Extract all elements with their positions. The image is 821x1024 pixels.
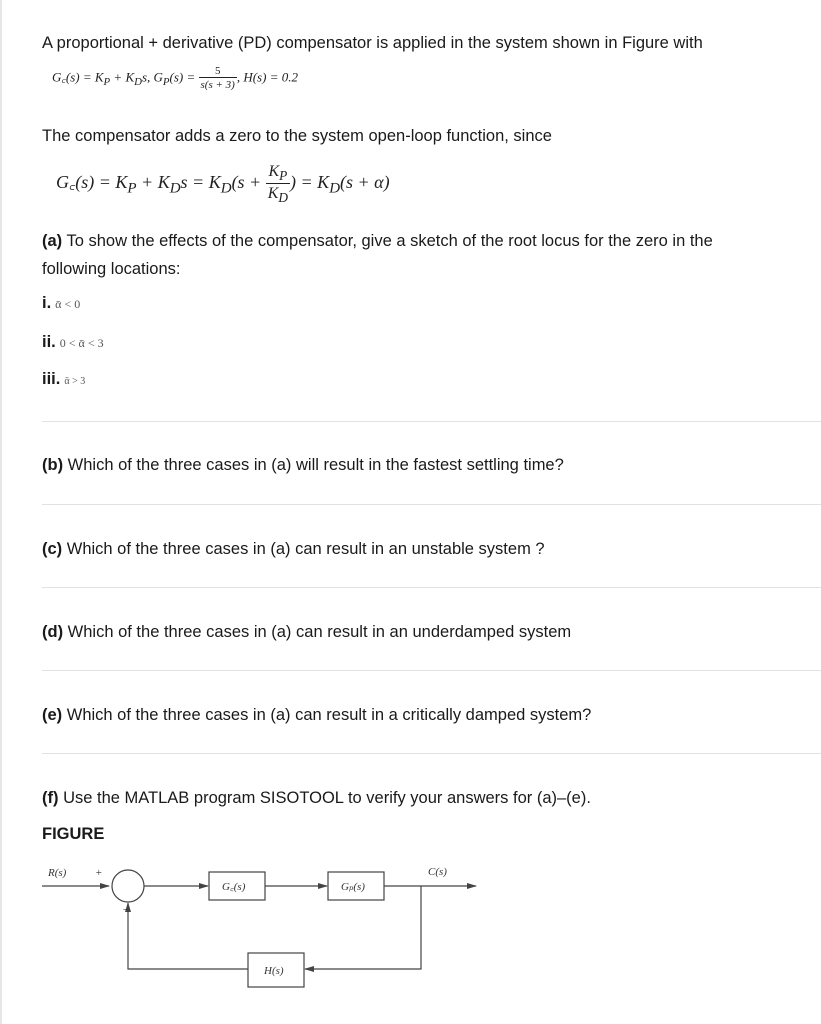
statement-text: The compensator adds a zero to the system open-loop function, since	[42, 127, 552, 145]
part-e-question: (e) Which of the three cases in (a) can result in a critically damped system?	[42, 706, 592, 724]
part-d-question: (d) Which of the three cases in (a) can result in an underdamped system	[42, 623, 572, 641]
option-ii: ii. 0 < ᾱ < 3	[42, 333, 104, 351]
summing-junction	[112, 870, 144, 902]
intro-text: A proportional + derivative (PD) compensator is applied in the system shown in Figure with	[42, 34, 703, 52]
equation-plant: G꜀(s) = $K_P + K_Ds$, $G_P(s)$ = $\frac{5}{s(s + 3)}$ , H(s) = 0.2	[52, 65, 298, 91]
part-a-question-cont: following locations:	[42, 260, 181, 278]
part-a-question: (a) To show the effects of the compensator, give a sketch of the root locus for the zero in the	[42, 232, 713, 250]
part-c-question: (c) Which of the three cases in (a) can result in an unstable system ?	[42, 540, 545, 558]
input-label: R(s)	[48, 867, 67, 879]
divider	[42, 504, 821, 505]
controller-label: G꜀(s)	[222, 881, 246, 893]
divider	[42, 421, 821, 422]
feedback-arrow	[305, 886, 421, 969]
option-iii: iii. ᾱ > 3	[42, 370, 86, 388]
page-border	[0, 0, 2, 1024]
minus-sign: −	[122, 904, 130, 916]
plus-sign: +	[95, 867, 103, 879]
block-diagram	[40, 855, 500, 1005]
part-b-question: (b) Which of the three cases in (a) will result in the fastest settling time?	[42, 456, 564, 474]
part-f-question: (f) Use the MATLAB program SISOTOOL to verify your answers for (a)–(e).	[42, 789, 591, 807]
divider	[42, 587, 821, 588]
plant-label: Gₚ(s)	[341, 881, 365, 893]
output-label: C(s)	[428, 866, 447, 878]
feedback-label: H(s)	[264, 965, 284, 977]
option-i: i. ᾱ < 0	[42, 294, 81, 312]
equation-compensator: G꜀(s) = $K_P + K_Ds = K_D(s$ + $\frac{K_P}{K_D}$ ) = $K_D(s + \alpha)$	[56, 163, 390, 205]
feedback-return-arrow	[128, 903, 248, 969]
divider	[42, 670, 821, 671]
figure-label: FIGURE	[42, 825, 105, 843]
divider	[42, 753, 821, 754]
